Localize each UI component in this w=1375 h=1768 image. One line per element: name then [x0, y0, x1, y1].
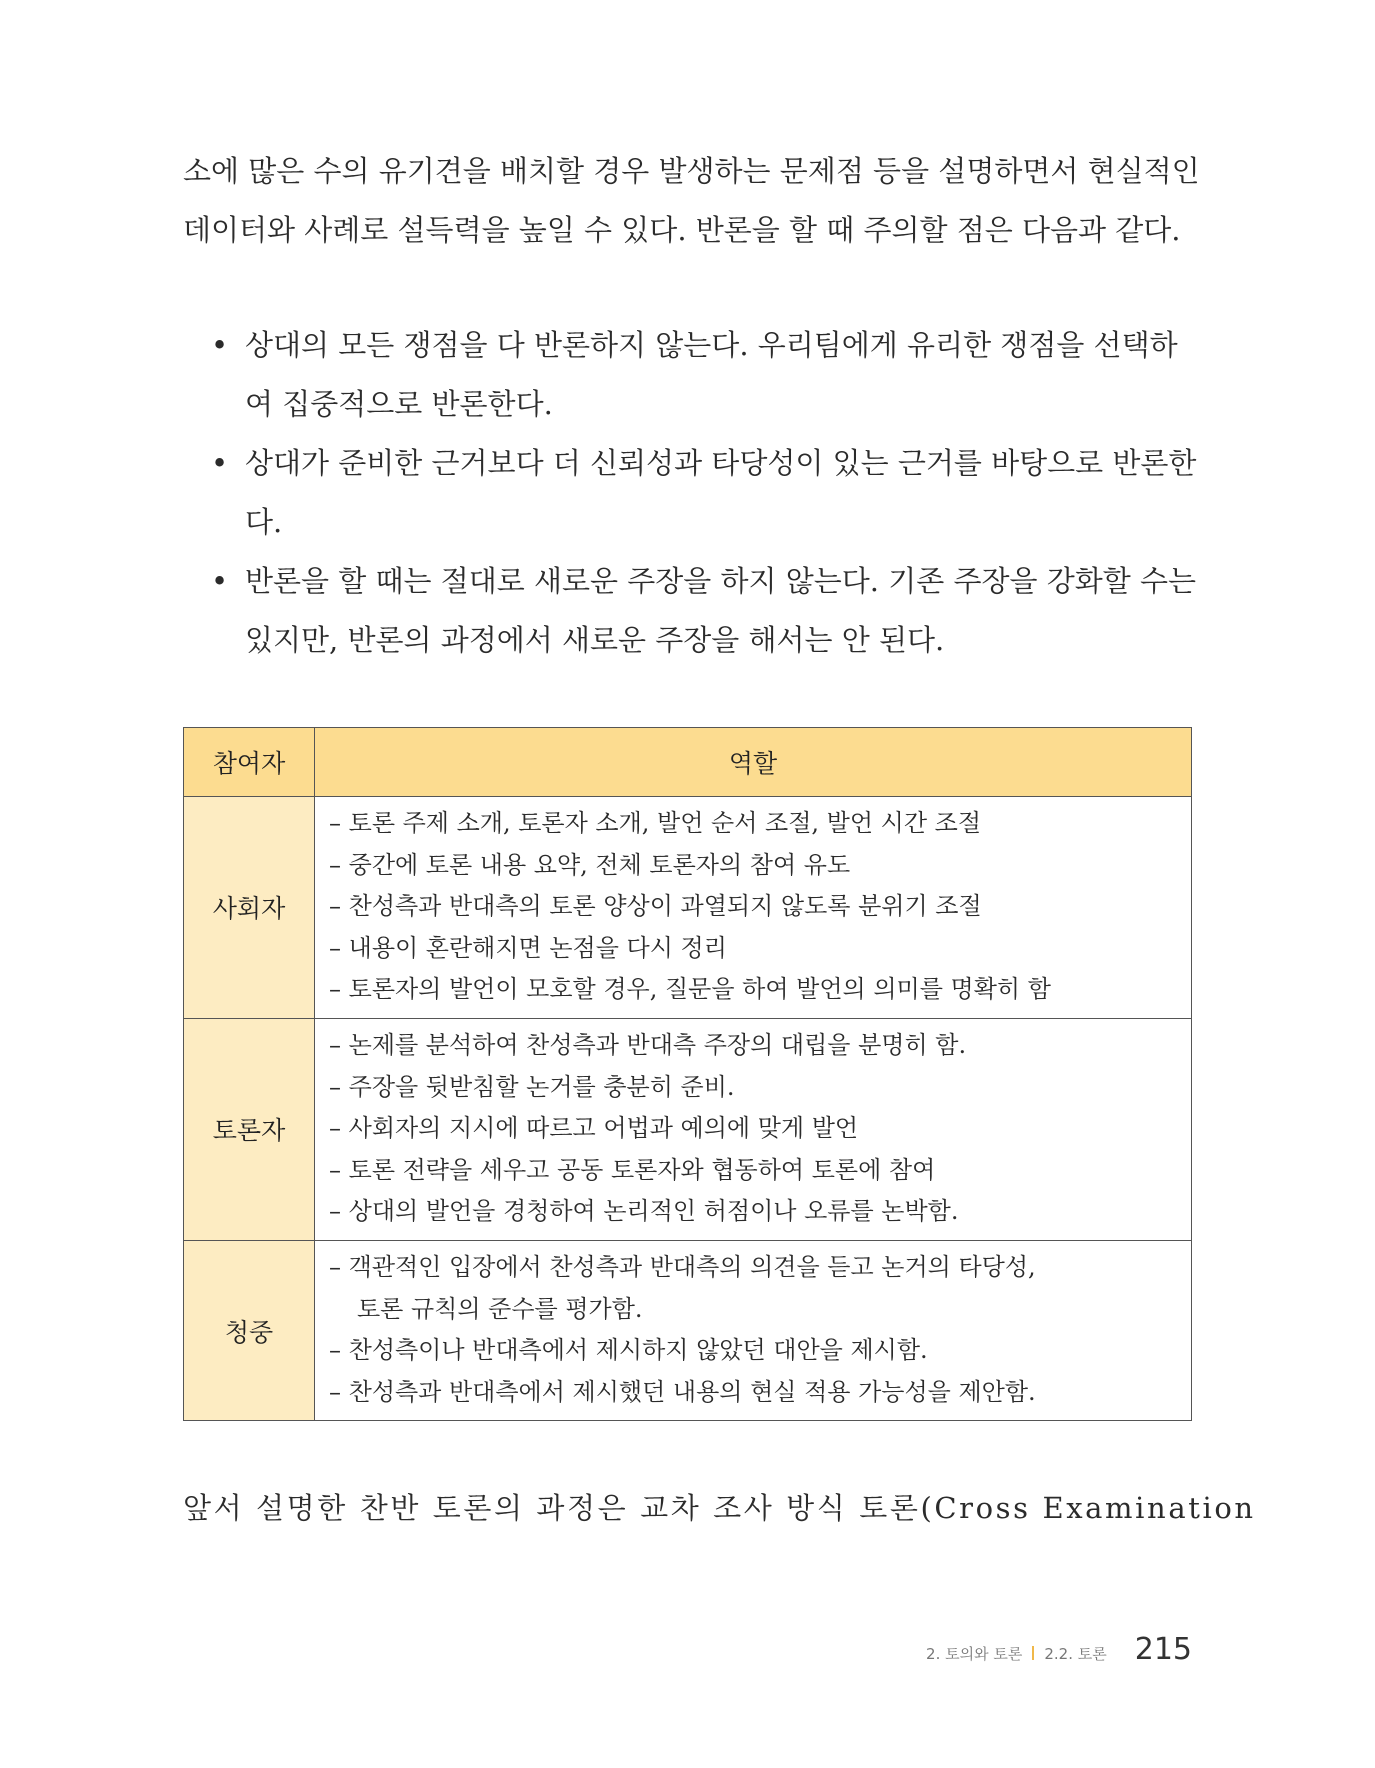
list-item-line: 반론을 할 때는 절대로 새로운 주장을 하지 않는다. 기존 주장을 강화할 수는	[245, 564, 1197, 598]
table-header-row	[184, 728, 1192, 797]
bullet-icon: •	[211, 446, 229, 480]
bullet-icon: •	[211, 564, 229, 598]
role-cell	[315, 1018, 1192, 1240]
role-item: – 내용이 혼란해지면 논점을 다시 정리	[329, 933, 727, 962]
footer-section: 2.2. 토론	[1044, 1645, 1107, 1663]
role-item: – 상대의 발언을 경청하여 논리적인 허점이나 오류를 논박함.	[329, 1197, 959, 1226]
list-item-line: 있지만, 반론의 과정에서 새로운 주장을 해서는 안 된다.	[245, 623, 945, 657]
outro-paragraph	[183, 1479, 1256, 1538]
intro-line: 소에 많은 수의 유기견을 배치할 경우 발생하는 문제점 등을 설명하면서 현실적인	[183, 154, 1200, 188]
role-item: – 주장을 뒷받침할 논거를 충분히 준비.	[329, 1072, 735, 1101]
participant-cell: 청중	[184, 1240, 315, 1420]
footer-separator	[1032, 1646, 1034, 1660]
role-item-continuation: 토론 규칙의 준수를 평가함.	[357, 1294, 643, 1323]
role-item: – 중간에 토론 내용 요약, 전체 토론자의 참여 유도	[329, 850, 851, 879]
role-item: – 찬성측과 반대측에서 제시했던 내용의 현실 적용 가능성을 제안함.	[329, 1377, 1036, 1406]
intro-line: 데이터와 사례로 설득력을 높일 수 있다. 반론을 할 때 주의할 점은 다음과 같다.	[183, 213, 1181, 247]
table-row	[184, 797, 1192, 1019]
role-item: – 찬성측과 반대측의 토론 양상이 과열되지 않도록 분위기 조절	[329, 892, 982, 921]
intro-paragraph	[183, 142, 1200, 260]
participant-cell: 토론자	[184, 1018, 315, 1240]
list-item-line: 여 집중적으로 반론한다.	[245, 387, 553, 421]
participant-cell: 사회자	[184, 797, 315, 1019]
role-item: – 논제를 분석하여 찬성측과 반대측 주장의 대립을 분명히 함.	[329, 1030, 967, 1059]
role-cell	[315, 797, 1192, 1019]
list-item-line: 상대의 모든 쟁점을 다 반론하지 않는다. 우리팀에게 유리한 쟁점을 선택하	[245, 328, 1178, 362]
role-item: – 토론자의 발언이 모호할 경우, 질문을 하여 발언의 의미를 명확히 함	[329, 975, 1051, 1004]
role-item: – 토론 전략을 세우고 공동 토론자와 협동하여 토론에 참여	[329, 1155, 936, 1184]
role-item: – 찬성측이나 반대측에서 제시하지 않았던 대안을 제시함.	[329, 1336, 928, 1365]
role-item: – 사회자의 지시에 따르고 어법과 예의에 맞게 발언	[329, 1114, 859, 1143]
table-row	[184, 1018, 1192, 1240]
role-cell	[315, 1240, 1192, 1420]
header-participant: 참여자	[184, 728, 315, 797]
header-role: 역할	[315, 728, 1192, 797]
list-item-line: 다.	[245, 505, 283, 539]
page-footer	[926, 1632, 1192, 1667]
rebuttal-tips-list	[183, 316, 1197, 670]
bullet-icon: •	[211, 328, 229, 362]
table-row	[184, 1240, 1192, 1420]
outro-line: 앞서 설명한 찬반 토론의 과정은 교차 조사 방식 토론(Cross Examination	[183, 1491, 1256, 1525]
list-item-line: 상대가 준비한 근거보다 더 신뢰성과 타당성이 있는 근거를 바탕으로 반론한	[245, 446, 1197, 480]
list-item	[183, 552, 1197, 670]
role-item: – 객관적인 입장에서 찬성측과 반대측의 의견을 듣고 논거의 타당성,	[329, 1252, 1036, 1281]
role-item: – 토론 주제 소개, 토론자 소개, 발언 순서 조절, 발언 시간 조절	[329, 809, 982, 837]
debate-roles-table	[183, 727, 1192, 1421]
list-item	[183, 316, 1191, 434]
page-number: 215	[1134, 1632, 1192, 1667]
list-item	[183, 434, 1197, 552]
footer-chapter: 2. 토의와 토론	[926, 1645, 1023, 1663]
